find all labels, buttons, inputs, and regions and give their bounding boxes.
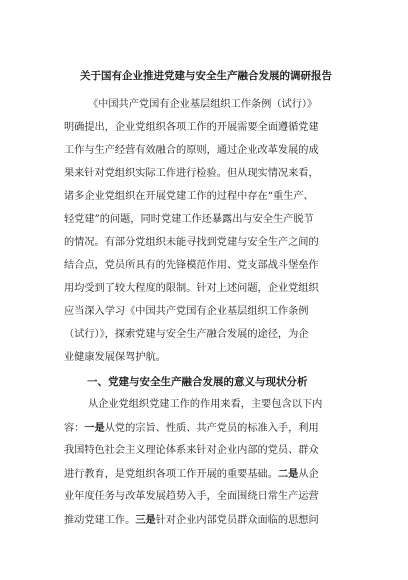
text-run: 从党的宗旨、性质、共产党员的标准入手，利用: [104, 423, 319, 434]
paragraph-line: 果来针对党组织实际工作进行检验。但从现实情况来看，: [64, 168, 319, 179]
paragraph-line: 用均受到了较大程度的限制。针对上述问题，企业党组织: [64, 283, 319, 294]
paragraph-line: 工作与生产经营有效融合的原则，通过企业改革发展的成: [64, 145, 319, 156]
paragraph-line: 明确提出，企业党组织各项工作的开展需要全面遵循党建: [64, 122, 319, 133]
paragraph-line: 结合点，党员所具有的先锋模范作用、党支部战斗堡垒作: [64, 260, 319, 271]
document-title: 关于国有企业推进党建与安全生产融合发展的调研报告: [80, 70, 332, 82]
paragraph-line: [64, 467, 319, 482]
section-heading: 一、党建与安全生产融合发展的意义与现状分析: [87, 376, 308, 388]
paragraph-line: 从企业党组织党建工作的作用来看，主要包含以下内: [88, 399, 323, 410]
paragraph-line: 轻党建”的问题，同时党建工作还暴露出与安全生产脱节: [64, 214, 314, 225]
emphasis-text: 三是: [135, 514, 156, 526]
text-run: 针对企业内部党员群众面临的思想问: [155, 515, 319, 526]
emphasis-text: 一是: [84, 422, 105, 434]
paragraph-line: 《中国共产党国有企业基层组织工作条例（试行）》: [88, 99, 318, 110]
paragraph-line: [64, 513, 319, 528]
paragraph-line: 诸多企业党组织在开展党建工作的过程中存在“重生产、: [64, 191, 314, 202]
text-run: 推动党建工作。: [64, 515, 136, 526]
text-run: 容：: [64, 423, 85, 434]
text-run: 从企: [298, 469, 319, 480]
paragraph-line: 应当深入学习《中国共产党国有企业基层组织工作条例: [64, 306, 309, 317]
paragraph-line: 业健康发展保驾护航。: [64, 352, 166, 363]
paragraph-line: 我国特色社会主义理论体系来针对企业内部的党员、群众: [64, 445, 319, 456]
paragraph-line: 业年度任务与改革发展趋势入手，全面围绕日常生产运营: [64, 491, 319, 502]
paragraph-line: （试行）》，探索党建与安全生产融合发展的途径，为企: [64, 329, 309, 340]
text-run: 进行教育，是党组织各项工作开展的重要基础。: [64, 469, 278, 480]
paragraph-line: [64, 421, 319, 436]
paragraph-line: 的情况。有部分党组织未能寻找到党建与安全生产之间的: [64, 237, 319, 248]
emphasis-text: 二是: [277, 468, 299, 480]
